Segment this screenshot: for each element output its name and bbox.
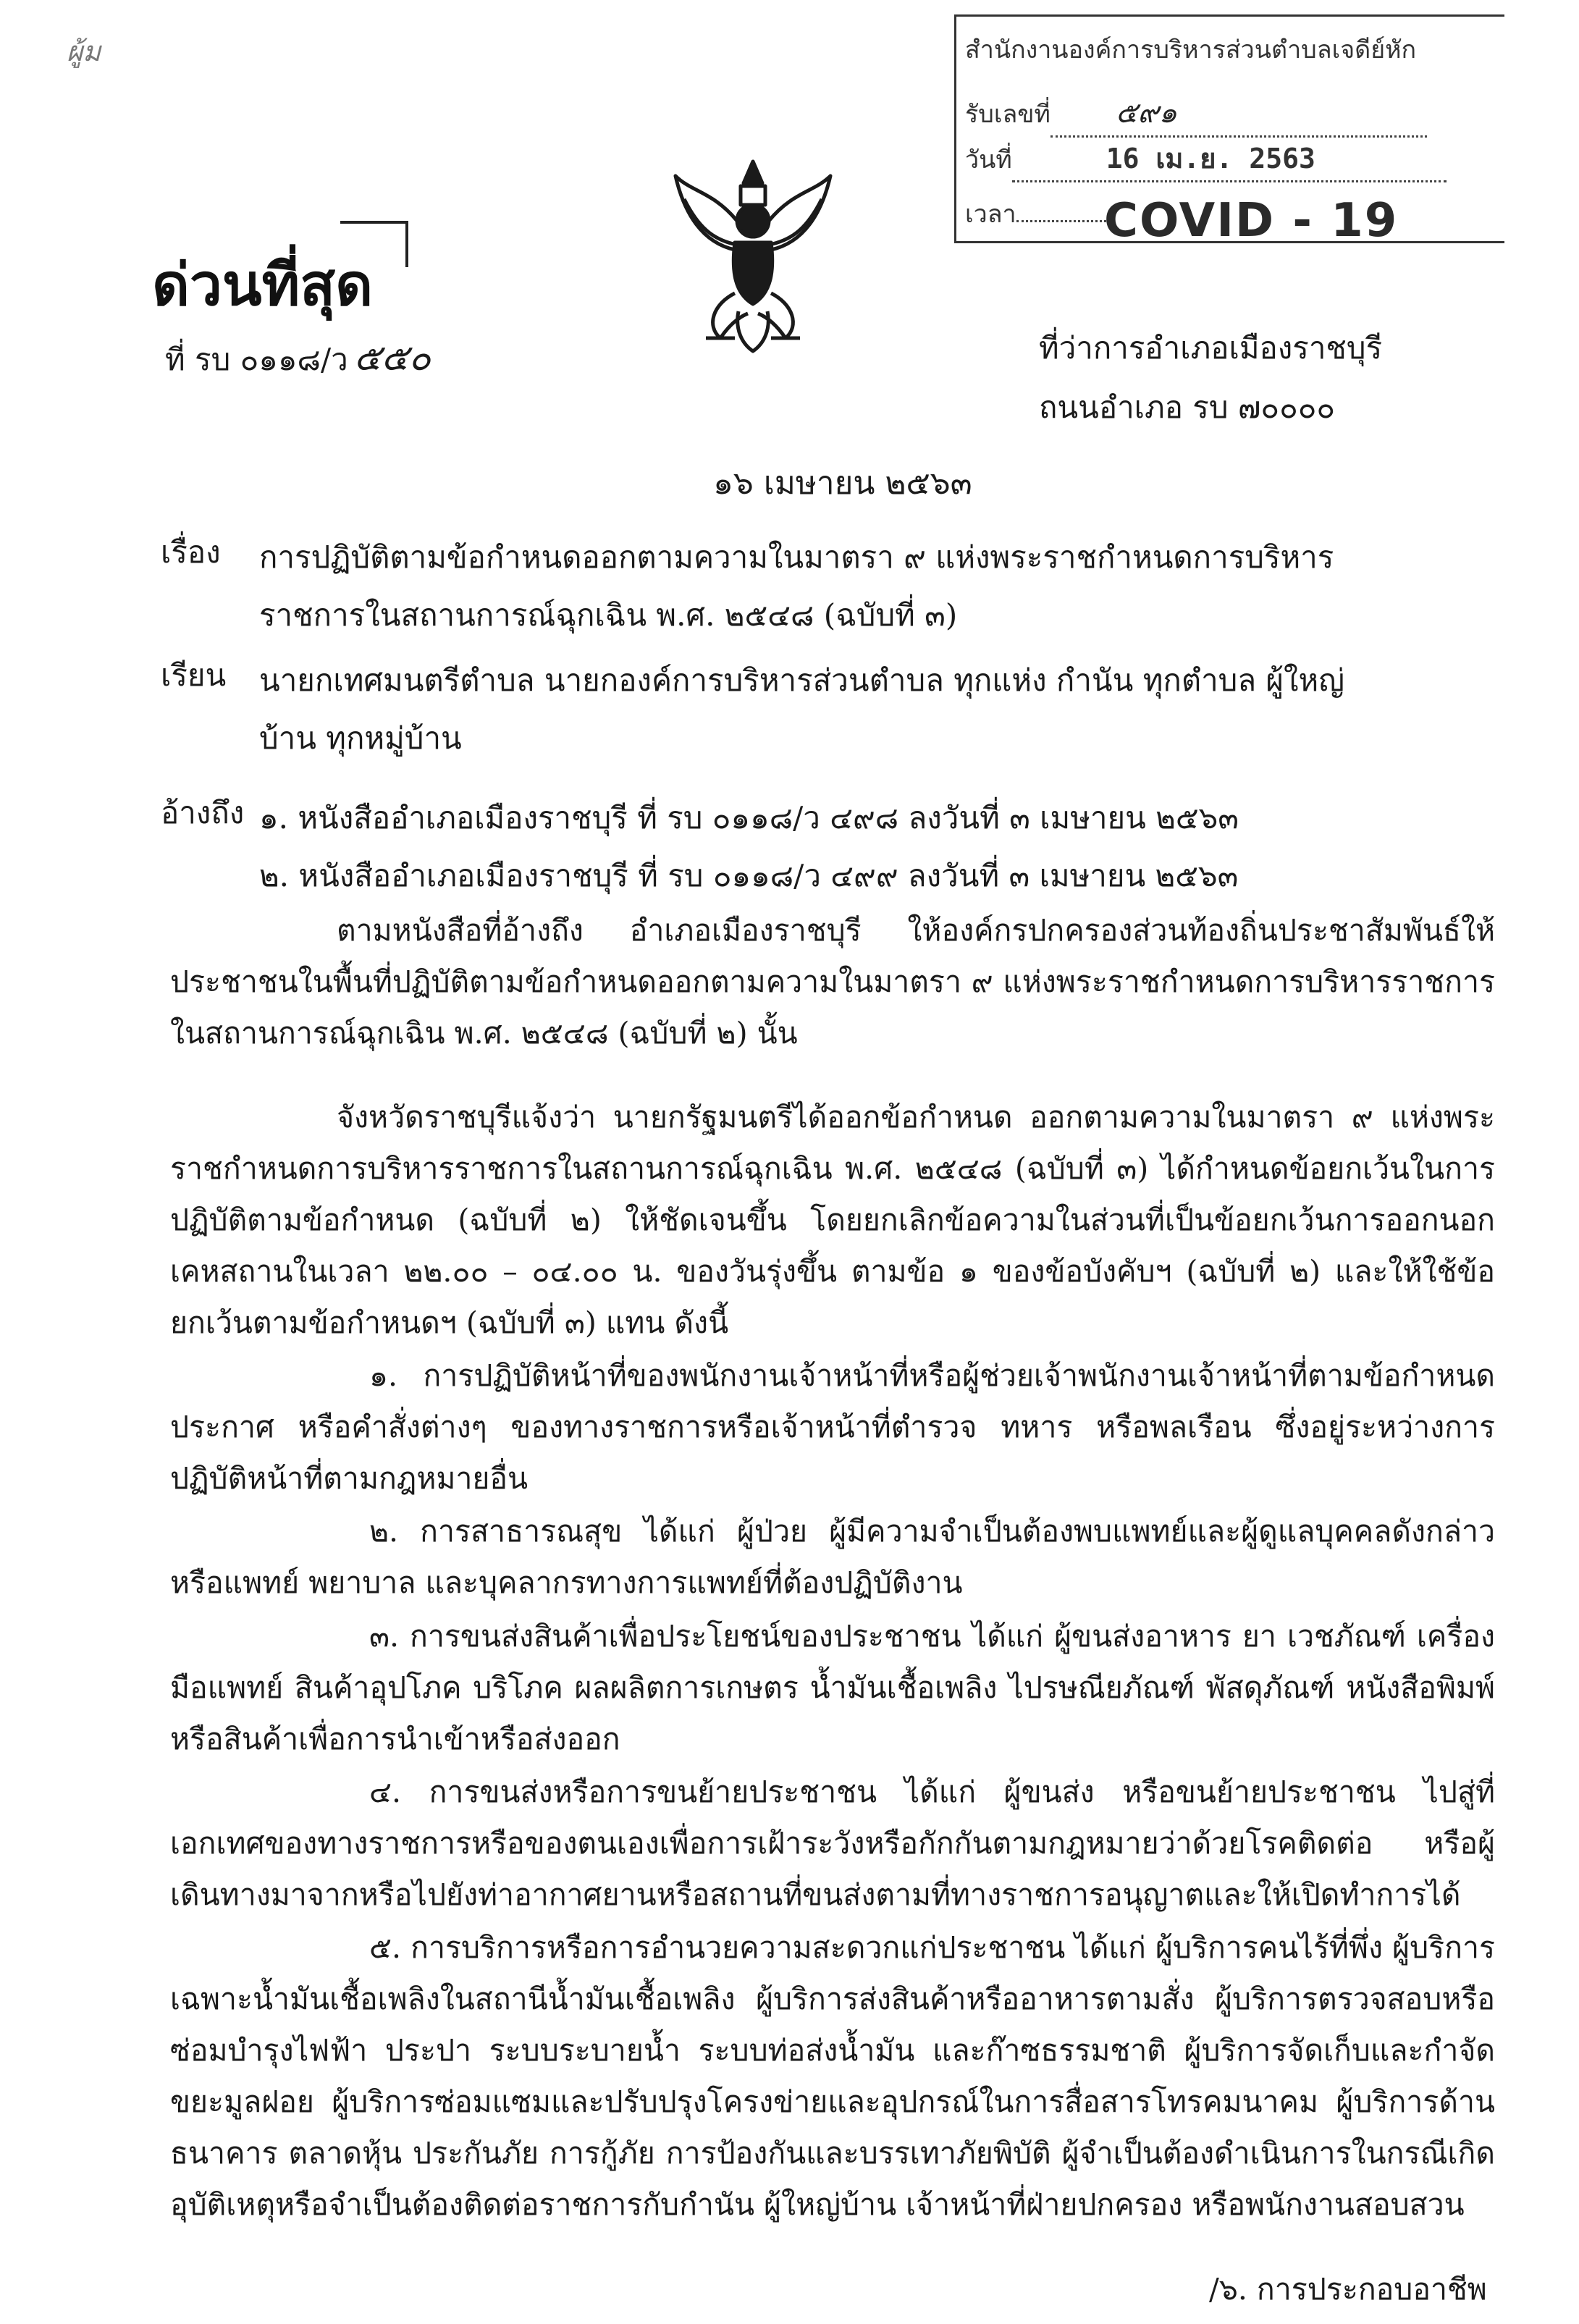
- stamp-time-label: เวลา: [965, 200, 1016, 229]
- reference-list: [259, 789, 1389, 905]
- urgency-heading: ด่วนที่สุด: [152, 251, 374, 319]
- subject-label: เรื่อง: [161, 534, 221, 570]
- stamp-date-line: [1012, 136, 1447, 182]
- recipient-label: เรียน: [161, 657, 227, 693]
- document-number-prefix: ที่ รบ ๐๑๑๘/ว: [165, 342, 348, 377]
- exemption-item-4-text: ๔. การขนส่งหรือการขนย้ายประชาชน ได้แก่ ผู้ขนส่ง หรือขนย้ายประชาชน ไปสู่ที่เอกเทศของทางราชการหรือของตนเองเพื่อการเฝ้าระวังหรือกักกันตามกฎหมายว่าด้วยโรคติดต่อ หรือผู้เดินทางมาจากหรือไปยังท่าอากาศยานหรือสถานที่ขนส่งตามที่ทางราชการอนุญาตและให้เปิดทำการได้: [170, 1774, 1495, 1912]
- exemption-item-3-text: ๓. การขนส่งสินค้าเพื่อประโยชน์ของประชาชน ได้แก่ ผู้ขนส่งอาหาร ยา เวชภัณฑ์ เครื่องมือแพทย์ สินค้าอุปโภค บริโภค ผลผลิตการเกษตร น้ำมันเชื้อเพลิง ไปรษณียภัณฑ์ พัสดุภัณฑ์ หนังสือพิมพ์ หรือสินค้าเพื่อการนำเข้าหรือส่งออก: [170, 1619, 1495, 1756]
- document-number: [165, 329, 431, 387]
- stamp-title: สำนักงานองค์การบริหารส่วนตำบลเจดีย์หัก: [965, 35, 1417, 64]
- stamp-receive-number: ๕๙๑: [1115, 96, 1177, 130]
- stamp-receive-line: [1050, 89, 1427, 138]
- office-name: ที่ว่าการอำเภอเมืองราชบุรี: [1039, 330, 1383, 366]
- recipient-text: นายกเทศมนตรีตำบล นายกองค์การบริหารส่วนตำบล ทุกแห่ง กำนัน ทุกตำบล ผู้ใหญ่บ้าน ทุกหมู่บ้าน: [259, 662, 1345, 756]
- reference-label: อ้างถึง: [161, 795, 245, 830]
- reference-item: ๒. หนังสืออำเภอเมืองราชบุรี ที่ รบ ๐๑๑๘/ว ๔๙๙ ลงวันที่ ๓ เมษายน ๒๕๖๓: [259, 858, 1239, 893]
- exemption-item-5-text: ๕. การบริการหรือการอำนวยความสะดวกแก่ประชาชน ได้แก่ ผู้บริการคนไร้ที่พึ่ง ผู้บริการเฉพาะน้ำมันเชื้อเพลิงในสถานีน้ำมันเชื้อเพลิง ผู้บริการส่งสินค้าหรืออาหารตามสั่ง ผู้บริการตรวจสอบหรือซ่อมบำรุงไฟฟ้า ประปา ระบบระบายน้ำ ระบบท่อส่งน้ำมัน และก๊าซธรรมชาติ ผู้บริการจัดเก็บและกำจัดขยะมูลฝอย ผู้บริการซ่อมแซมและปรับปรุงโครงข่ายและอุปกรณ์ในการสื่อสารโทรคมนาคม ผู้บริการด้านธนาคาร ตลาดหุ้น ประกันภัย การกู้ภัย การป้องกันและบรรเทาภัยพิบัติ ผู้จำเป็นต้องดำเนินการในกรณีเกิดอุบัติเหตุหรือจำเป็นต้องติดต่อราชการกับกำนัน ผู้ใหญ่บ้าน เจ้าหน้าที่ฝ่ายปกครอง หรือพนักงานสอบสวน: [170, 1930, 1495, 2222]
- exemption-item-3: [170, 1611, 1495, 1765]
- exemption-item-1-text: ๑. การปฏิบัติหน้าที่ของพนักงานเจ้าหน้าที่หรือผู้ช่วยเจ้าพนักงานเจ้าหน้าที่ตามข้อกำหนด ประกาศ หรือคำสั่งต่างๆ ของทางราชการหรือเจ้าหน้าที่ตำรวจ ทหาร หรือพลเรือน ซึ่งอยู่ระหว่างการปฏิบัติหน้าที่ตามกฎหมายอื่น: [170, 1358, 1495, 1496]
- exemption-item-2: [170, 1506, 1495, 1609]
- stamp-date-label: วันที่: [965, 146, 1012, 174]
- urgency-bracket: [340, 221, 408, 267]
- body-paragraph-2-text: จังหวัดราชบุรีแจ้งว่า นายกรัฐมนตรีได้ออกข้อกำหนด ออกตามความในมาตรา ๙ แห่งพระราชกำหนดการบริหารราชการในสถานการณ์ฉุกเฉิน พ.ศ. ๒๕๔๘ (ฉบับที่ ๓) ได้กำหนดข้อยกเว้นในการปฏิบัติตามข้อกำหนด (ฉบับที่ ๒) ให้ชัดเจนขึ้น โดยยกเลิกข้อความในส่วนที่เป็นข้อยกเว้นการออกนอกเคหสถานในเวลา ๒๒.๐๐ – ๐๔.๐๐ น. ของวันรุ่งขึ้น ตามข้อ ๑ ของข้อบังคับฯ (ฉบับที่ ๒) และให้ใช้ข้อยกเว้นตามข้อกำหนดฯ (ฉบับที่ ๓) แทน ดังนี้: [170, 1100, 1495, 1340]
- exemption-item-1: [170, 1350, 1495, 1504]
- continuation-note: /๖. การประกอบอาชีพ: [1209, 2272, 1487, 2307]
- stamp-receive-label: รับเลขที่: [965, 100, 1050, 129]
- body-paragraph-1: [170, 905, 1495, 1059]
- stamp-time-line: [1016, 220, 1111, 222]
- margin-handwritten-mark: ผู้ม: [67, 35, 101, 67]
- body-paragraph-2: [170, 1092, 1495, 1349]
- subject-text: การปฏิบัติตามข้อกำหนดออกตามความในมาตรา ๙ แห่งพระราชกำหนดการบริหารราชการในสถานการณ์ฉุกเฉิน พ.ศ. ๒๕๔๘ (ฉบับที่ ๓): [259, 539, 1334, 633]
- stamp-date-value: 16 เม.ย. 2563: [1106, 143, 1315, 174]
- reference-item: ๑. หนังสืออำเภอเมืองราชบุรี ที่ รบ ๐๑๑๘/ว ๔๙๘ ลงวันที่ ๓ เมษายน ๒๕๖๓: [259, 800, 1239, 835]
- body-paragraph-1-text: ตามหนังสือที่อ้างถึง อำเภอเมืองราชบุรี ให้องค์กรปกครองส่วนท้องถิ่นประชาสัมพันธ์ให้ประชาชนในพื้นที่ปฏิบัติตามข้อกำหนดออกตามความในมาตรา ๙ แห่งพระราชกำหนดการบริหารราชการในสถานการณ์ฉุกเฉิน พ.ศ. ๒๕๔๘ (ฉบับที่ ๒) นั้น: [170, 913, 1495, 1051]
- stamp-receive-row: [965, 89, 1501, 138]
- exemption-item-2-text: ๒. การสาธารณสุข ได้แก่ ผู้ป่วย ผู้มีความจำเป็นต้องพบแพทย์และผู้ดูแลบุคคลดังกล่าว หรือแพทย์ พยาบาล และบุคลากรทางการแพทย์ที่ต้องปฏิบัติงาน: [170, 1514, 1495, 1600]
- office-address: [1039, 319, 1382, 437]
- exemption-item-5: [170, 1922, 1495, 2231]
- document-number-handwritten: ๕๕๐: [353, 337, 431, 379]
- stamp-date-row: [965, 136, 1501, 182]
- garuda-emblem-icon: [662, 148, 843, 358]
- covid-stamp: COVID - 19: [1104, 194, 1399, 248]
- document-date: ๑๖ เมษายน ๒๕๖๓: [713, 465, 972, 502]
- exemption-item-4: [170, 1767, 1495, 1921]
- office-road: ถนนอำเภอ รบ ๗๐๐๐๐: [1039, 390, 1335, 425]
